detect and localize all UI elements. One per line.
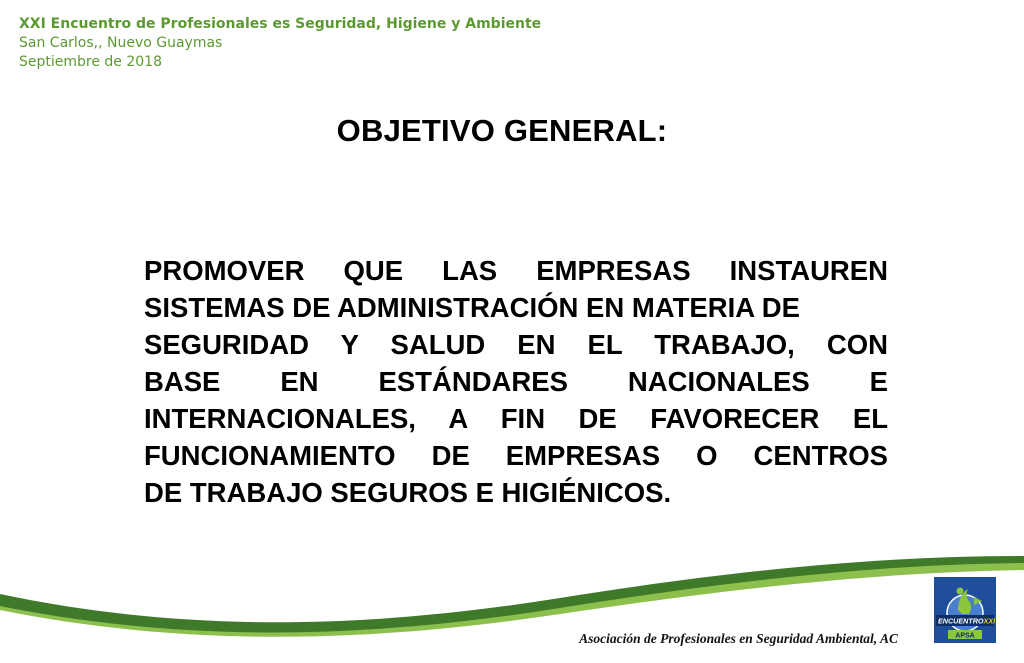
objective-line: DE TRABAJO SEGUROS E HIGIÉNICOS. (144, 477, 672, 508)
objective-line: BASE EN ESTÁNDARES NACIONALES E (144, 366, 888, 397)
slide-header (19, 15, 541, 72)
slide-title: OBJETIVO GENERAL: (336, 113, 668, 148)
encuentro-xxi-apsa-logo (934, 577, 996, 643)
objective-line: INTERNACIONALES, A FIN DE FAVORECER EL (144, 403, 888, 434)
event-date: Septiembre de 2018 (19, 54, 162, 70)
event-name: XXI Encuentro de Profesionales es Seguridad, Higiene y Ambiente (19, 16, 542, 32)
objective-line: PROMOVER QUE LAS EMPRESAS INSTAUREN (144, 255, 888, 286)
objective-line: SISTEMAS DE ADMINISTRACIÓN EN MATERIA DE (144, 292, 800, 323)
decorative-wave (0, 550, 1024, 640)
objective-line: FUNCIONAMIENTO DE EMPRESAS O CENTROS (144, 440, 888, 471)
logo-figure-head (957, 588, 964, 595)
wave-dark-band (0, 556, 1024, 633)
association-name: Asociación de Profesionales en Seguridad Ambiental, AC (579, 631, 898, 646)
objective-line: SEGURIDAD Y SALUD EN EL TRABAJO, CON (144, 329, 888, 360)
event-location: San Carlos,, Nuevo Guaymas (19, 35, 223, 51)
logo-apsa-text: APSA (955, 632, 975, 640)
logo-ribbon-text: ENCUENTROXXI (938, 616, 996, 626)
objective-text (144, 252, 888, 511)
